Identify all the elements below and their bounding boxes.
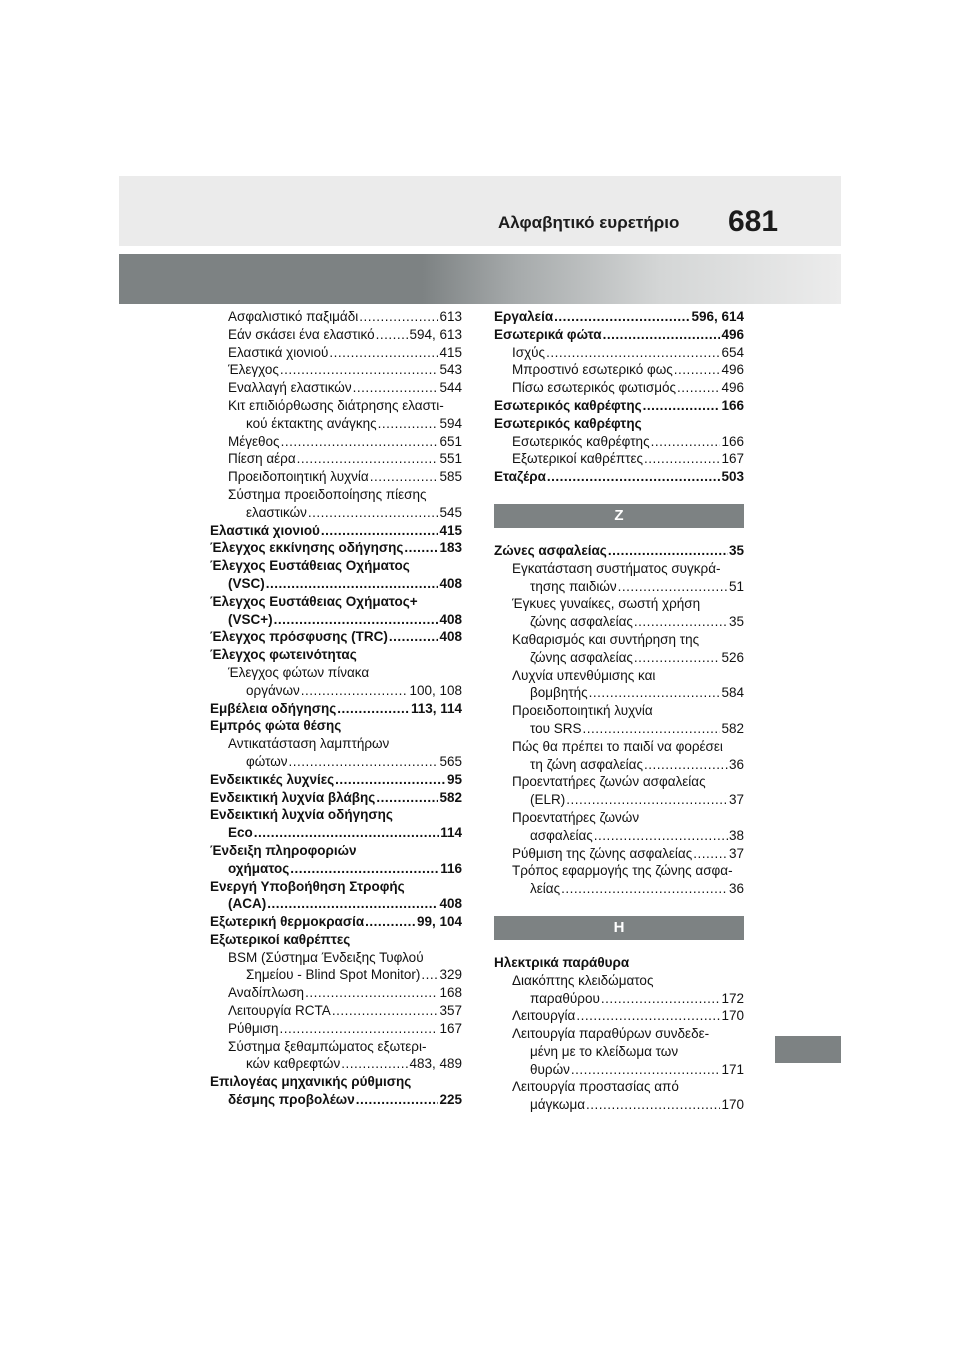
entry-term: τη ζώνη ασφαλείας: [530, 756, 643, 772]
index-main-entry: [494, 326, 744, 344]
entry-term: Εσωτερικός καθρέφτης: [494, 397, 642, 413]
entry-page-ref: 166: [721, 397, 744, 413]
entry-term: Εγκατάσταση συστήματος συγκρά-: [512, 560, 721, 576]
dot-leader: [353, 379, 439, 397]
index-sub-entry: [494, 344, 744, 362]
dot-leader: [337, 700, 410, 718]
dot-leader: [404, 539, 438, 557]
entry-term: οργάνων: [246, 682, 300, 698]
index-column-left: [210, 308, 462, 1109]
entry-page-ref: 36: [728, 881, 744, 897]
entry-term: Διακόπτης κλειδώματος: [512, 972, 654, 988]
dot-leader: [643, 397, 721, 415]
section-letter-header: Η: [494, 916, 744, 940]
index-main-entry: [494, 308, 744, 326]
entry-page-ref: 526: [721, 649, 744, 665]
entry-term: BSM (Σύστημα Ένδειξης Τυφλού: [228, 949, 424, 965]
entry-page-ref: 37: [728, 792, 744, 808]
index-sub-entry: [210, 433, 462, 451]
dot-leader: [651, 433, 721, 451]
entry-term: Εμβέλεια οδήγησης: [210, 700, 337, 716]
entry-term: δέσμης προβολέων: [228, 1092, 355, 1108]
entry-page-ref: 95: [446, 771, 462, 787]
index-main-entry: [210, 842, 462, 878]
dot-leader: [335, 771, 446, 789]
entry-term: Ασφαλιστικό παξιμάδι: [228, 309, 359, 324]
entry-term: Επιλογέας μηχανικής ρύθμισης: [210, 1074, 412, 1090]
dot-leader: [365, 913, 416, 931]
entry-page-ref: 171: [721, 1061, 744, 1077]
entry-page-ref: 496: [721, 362, 744, 378]
dot-leader: [289, 753, 439, 771]
index-sub-entry: [210, 397, 462, 433]
entry-term: Εμπρός φώτα θέσης: [210, 718, 342, 734]
dot-leader: [266, 575, 439, 593]
entry-term: Σημείου - Blind Spot Monitor): [246, 967, 421, 983]
entry-term: Αντικατάσταση λαμπτήρων: [228, 736, 390, 752]
entry-term: του SRS: [530, 720, 582, 736]
entry-term: Αναδίπλωση: [228, 985, 305, 1001]
entry-page-ref: 329: [439, 967, 462, 983]
entry-term: Έλεγχος εκκίνησης οδήγησης: [210, 540, 404, 556]
index-main-entry: [494, 542, 744, 560]
index-sub-entry: [210, 735, 462, 771]
index-sub-entry: [210, 379, 462, 397]
index-sub-entry: [210, 984, 462, 1002]
entry-term: Τρόπος εφαρμογής της ζώνης ασφα-: [512, 863, 733, 879]
dot-leader: [297, 450, 439, 468]
index-main-entry: [210, 789, 462, 807]
entry-page-ref: 408: [439, 629, 462, 645]
index-main-entry: [210, 878, 462, 914]
index-main-entry: [210, 806, 462, 842]
dot-leader: [376, 326, 409, 344]
index-column-right: [494, 308, 744, 1114]
index-sub-entry: [494, 379, 744, 397]
dot-leader: [634, 613, 728, 631]
entry-term: Ενδεικτική λυχνία βλάβης: [210, 789, 376, 805]
index-main-entry: [494, 415, 744, 433]
index-sub-entry: [210, 361, 462, 379]
index-sub-entry: [210, 468, 462, 486]
entry-term: ζώνης ασφαλείας: [530, 614, 633, 630]
dot-leader: [370, 468, 439, 486]
dot-leader: [594, 827, 728, 845]
entry-term: Προεντατήρες ζωνών: [512, 809, 640, 825]
index-main-entry: [494, 397, 744, 415]
index-sub-entry: [210, 1038, 462, 1074]
entry-page-ref: 166: [721, 433, 744, 449]
entry-term: Καθαρισμός και συντήρηση της: [512, 631, 700, 647]
index-sub-entry: [210, 450, 462, 468]
entry-term: Κιτ επιδιόρθωσης διάτρησης ελαστι-: [228, 397, 444, 413]
entry-term: (VSC+): [228, 611, 273, 627]
entry-page-ref: 651: [439, 433, 462, 449]
dot-leader: [389, 628, 439, 646]
entry-page-ref: 408: [439, 575, 462, 591]
index-sub-entry: [494, 809, 744, 845]
index-sub-entry: [210, 326, 462, 344]
dot-leader: [274, 611, 439, 629]
dot-leader: [280, 1020, 439, 1038]
entry-page-ref: 172: [721, 990, 744, 1006]
entry-page-ref: 37: [728, 845, 744, 861]
entry-term: Έλεγχος Ευστάθειας Οχήματος+: [210, 593, 418, 609]
entry-term: Ρύθμιση της ζώνης ασφαλείας: [512, 845, 693, 861]
entry-page-ref: 543: [439, 362, 462, 378]
dot-leader: [254, 824, 439, 842]
dot-leader: [378, 415, 439, 433]
entry-term: Πώς θα πρέπει το παιδί να φορέσει: [512, 738, 723, 754]
dot-leader: [359, 308, 438, 326]
entry-page-ref: 170: [721, 1097, 744, 1113]
entry-term: Έγκυες γυναίκες, σωστή χρήση: [512, 596, 701, 612]
entry-term: Εάν σκάσει ένα ελαστικό: [228, 326, 375, 342]
entry-page-ref: 415: [439, 522, 462, 538]
entry-term: Μπροστινό εσωτερικό φως: [512, 362, 673, 378]
entry-term: Μέγεθος: [228, 433, 280, 449]
entry-page-ref: 225: [439, 1092, 462, 1108]
dot-leader: [586, 1096, 720, 1114]
index-sub-entry: [210, 1020, 462, 1038]
index-main-entry: [210, 931, 462, 949]
page-number: 681: [728, 205, 779, 238]
entry-term: Εργαλεία: [494, 309, 554, 324]
entry-page-ref: 408: [439, 611, 462, 627]
entry-page-ref: 415: [439, 344, 462, 360]
dot-leader: [644, 756, 728, 774]
entry-term: μάγκωμα: [530, 1097, 586, 1113]
entry-page-ref: 35: [728, 542, 744, 558]
dot-leader: [603, 326, 721, 344]
dot-leader: [554, 308, 690, 326]
index-sub-entry: [494, 702, 744, 738]
index-main-entry: [210, 700, 462, 718]
entry-page-ref: 594, 613: [409, 326, 462, 342]
index-main-entry: [210, 557, 462, 593]
entry-term: τησης παιδιών: [530, 578, 617, 594]
entry-term: Εσωτερικός καθρέφτης: [512, 433, 650, 449]
entry-page-ref: 167: [721, 451, 744, 467]
entry-term: Έλεγχος φώτων πίνακα: [228, 664, 370, 680]
index-main-entry: [210, 522, 462, 540]
entry-term: Ζώνες ασφαλείας: [494, 542, 607, 558]
index-sub-entry: [494, 1078, 744, 1114]
entry-term: ζώνης ασφαλείας: [530, 649, 633, 665]
entry-term: (ELR): [530, 792, 566, 808]
entry-page-ref: 483, 489: [409, 1056, 462, 1072]
entry-page-ref: 582: [721, 720, 744, 736]
entry-term: Ενεργή Υποβοήθηση Στροφής: [210, 878, 405, 894]
entry-term: κού έκτακτης ανάγκης: [246, 415, 377, 431]
entry-term: Σύστημα ξεθαμπώματος εξωτερι-: [228, 1038, 427, 1054]
entry-term: Προειδοποιητική λυχνία: [512, 703, 653, 719]
entry-term: Προειδοποιητική λυχνία: [228, 469, 369, 485]
entry-term: Έλεγχος φωτεινότητας: [210, 647, 357, 663]
index-main-entry: [210, 593, 462, 629]
dot-leader: [601, 990, 721, 1008]
dot-leader: [332, 1002, 439, 1020]
dot-leader: [566, 791, 728, 809]
index-sub-entry: [494, 738, 744, 774]
index-sub-entry: [210, 308, 462, 326]
index-sub-entry: [210, 486, 462, 522]
entry-page-ref: 99, 104: [416, 914, 462, 930]
entry-page-ref: 170: [721, 1008, 744, 1024]
index-sub-entry: [494, 631, 744, 667]
entry-page-ref: 113, 114: [410, 700, 462, 716]
dot-leader: [421, 966, 438, 984]
entry-term: Εξωτερική θερμοκρασία: [210, 914, 365, 930]
index-sub-entry: [210, 1002, 462, 1020]
dot-leader: [321, 522, 439, 540]
entry-term: ελαστικών: [246, 504, 307, 520]
entry-term: παραθύρου: [530, 990, 600, 1006]
index-main-entry: [210, 717, 462, 735]
entry-page-ref: 167: [439, 1020, 462, 1036]
index-sub-entry: [494, 845, 744, 863]
entry-term: Λειτουργία προστασίας από: [512, 1079, 679, 1095]
entry-page-ref: 36: [728, 756, 744, 772]
entry-page-ref: 503: [721, 469, 744, 485]
entry-term: (VSC): [228, 575, 265, 591]
dot-leader: [677, 379, 720, 397]
index-sub-entry: [494, 361, 744, 379]
entry-page-ref: 114: [440, 825, 462, 841]
dot-leader: [583, 720, 721, 738]
entry-term: Εταζέρα: [494, 469, 546, 485]
entry-term: κών καθρεφτών: [246, 1056, 341, 1072]
entry-term: Ισχύς: [512, 344, 546, 360]
index-sub-entry: [210, 949, 462, 985]
dot-leader: [301, 682, 409, 700]
entry-page-ref: 585: [439, 469, 462, 485]
dot-leader: [305, 984, 438, 1002]
dot-leader: [546, 344, 720, 362]
index-main-entry: [210, 628, 462, 646]
index-sub-entry: [494, 773, 744, 809]
index-sub-entry: [494, 433, 744, 451]
entry-page-ref: 565: [439, 753, 462, 769]
dot-leader: [618, 578, 728, 596]
entry-term: Σύστημα προειδοποίησης πίεσης: [228, 486, 427, 502]
entry-term: Εναλλαγή ελαστικών: [228, 380, 352, 396]
dot-leader: [674, 361, 721, 379]
entry-term: Λυχνία υπενθύμισης και: [512, 667, 656, 683]
entry-term: Ελαστικά χιονιού: [210, 522, 320, 538]
dot-leader: [561, 880, 728, 898]
index-sub-entry: [494, 862, 744, 898]
entry-term: Λειτουργία παραθύρων συνδεδε-: [512, 1026, 710, 1042]
entry-page-ref: 168: [439, 985, 462, 1001]
dot-leader: [608, 542, 728, 560]
entry-term: Λειτουργία: [512, 1008, 576, 1024]
entry-term: Ένδειξη πληροφοριών: [210, 842, 357, 858]
dot-leader: [693, 845, 728, 863]
entry-term: ασφαλείας: [530, 827, 593, 843]
entry-term: βομβητής: [530, 685, 588, 701]
entry-page-ref: 100, 108: [409, 682, 462, 698]
entry-page-ref: 544: [439, 380, 462, 396]
entry-term: Έλεγχος: [228, 362, 279, 378]
index-sub-entry: [494, 450, 744, 468]
entry-term: Ελαστικά χιονιού: [228, 344, 329, 360]
entry-term: Εξωτερικοί καθρέπτες: [210, 931, 351, 947]
entry-page-ref: 551: [439, 451, 462, 467]
index-sub-entry: [494, 595, 744, 631]
entry-term: Λειτουργία RCTA: [228, 1003, 331, 1019]
entry-term: (ACA): [228, 896, 267, 912]
index-main-entry: [494, 954, 744, 972]
dot-leader: [547, 468, 721, 486]
index-sub-entry: [494, 1025, 744, 1078]
entry-page-ref: 496: [721, 326, 744, 342]
entry-page-ref: 408: [439, 896, 462, 912]
entry-term: Έλεγχος Ευστάθειας Οχήματος: [210, 558, 410, 574]
entry-page-ref: 594: [439, 415, 462, 431]
index-main-entry: [210, 646, 462, 664]
dot-leader: [376, 789, 438, 807]
entry-term: Έλεγχος πρόσφυσης (TRC): [210, 629, 388, 645]
entry-term: Προεντατήρες ζωνών ασφαλείας: [512, 774, 706, 790]
entry-page-ref: 545: [439, 504, 462, 520]
index-sub-entry: [494, 972, 744, 1008]
dot-leader: [329, 344, 438, 362]
entry-page-ref: 116: [440, 860, 462, 876]
entry-page-ref: 596, 614: [691, 309, 744, 324]
entry-term: Eco: [228, 825, 253, 841]
entry-term: Πίσω εσωτερικός φωτισμός: [512, 380, 677, 396]
dot-leader: [589, 684, 721, 702]
section-letter-header: Ζ: [494, 504, 744, 528]
entry-term: Ρύθμιση: [228, 1020, 279, 1036]
entry-page-ref: 38: [728, 827, 744, 843]
entry-term: Πίεση αέρα: [228, 451, 296, 467]
dot-leader: [308, 504, 439, 522]
index-main-entry: [210, 1073, 462, 1109]
dot-leader: [571, 1061, 721, 1079]
index-main-entry: [494, 468, 744, 486]
index-main-entry: [210, 913, 462, 931]
dot-leader: [290, 860, 439, 878]
entry-term: Ενδεικτική λυχνία οδήγησης: [210, 807, 393, 823]
entry-term: λείας: [530, 881, 561, 897]
dot-leader: [281, 433, 439, 451]
dot-leader: [267, 895, 438, 913]
entry-page-ref: 582: [439, 789, 462, 805]
entry-term: θυρών: [530, 1061, 570, 1077]
entry-term: οχήματος: [228, 860, 290, 876]
index-main-entry: [210, 771, 462, 789]
entry-page-ref: 357: [439, 1003, 462, 1019]
header-title: Αλφαβητικό ευρετήριο: [498, 213, 680, 232]
entry-term: Ενδεικτικές λυχνίες: [210, 771, 335, 787]
entry-term: φώτων: [246, 753, 288, 769]
entry-term: Εσωτερικός καθρέφτης: [494, 415, 642, 431]
dot-leader: [644, 450, 720, 468]
index-sub-entry: [494, 560, 744, 596]
entry-term: Εξωτερικοί καθρέπτες: [512, 451, 644, 467]
entry-term: Εσωτερικά φώτα: [494, 326, 602, 342]
index-main-entry: [210, 539, 462, 557]
entry-page-ref: 496: [721, 380, 744, 396]
entry-page-ref: 35: [728, 614, 744, 630]
thumb-index-tab: [775, 1036, 841, 1063]
entry-page-ref: 584: [721, 685, 744, 701]
entry-term: μένη με το κλείδωμα των: [530, 1043, 679, 1059]
index-sub-entry: [210, 344, 462, 362]
header-gradient-bar: [119, 254, 841, 304]
index-sub-entry: [210, 664, 462, 700]
dot-leader: [280, 361, 439, 379]
index-sub-entry: [494, 667, 744, 703]
dot-leader: [341, 1055, 408, 1073]
entry-page-ref: 654: [721, 344, 744, 360]
entry-page-ref: 613: [439, 309, 462, 324]
dot-leader: [576, 1007, 720, 1025]
dot-leader: [356, 1091, 439, 1109]
entry-page-ref: 51: [728, 578, 744, 594]
dot-leader: [634, 649, 721, 667]
entry-term: Ηλεκτρικά παράθυρα: [494, 954, 630, 970]
index-sub-entry: [494, 1007, 744, 1025]
entry-page-ref: 183: [439, 540, 462, 556]
